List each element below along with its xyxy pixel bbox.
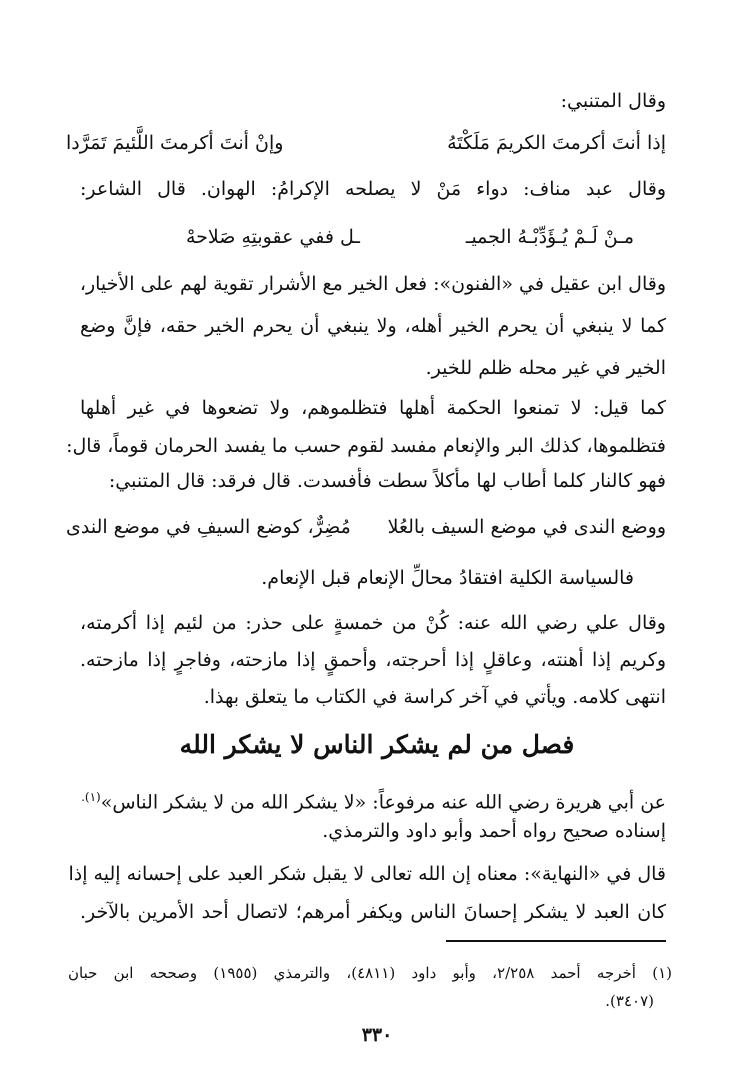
- text-line-body: عن أبي هريرة رضي الله عنه مرفوعاً: «لا يشكر الله من لا يشكر الناس»: [100, 791, 666, 814]
- verse-hemistich-left: مُضِرٌّ، كوضع السيفِ في موضع الندى: [66, 516, 351, 538]
- footnote-continuation: (٣٤٠٧).: [605, 992, 654, 1010]
- text-line: وقال علي رضي الله عنه: كُنْ من خمسةٍ على حذر: من لئيم إذا أكرمته،: [80, 612, 666, 634]
- text-line: [81, 784, 666, 815]
- text-line: وكريم إذا أهنته، وعاقلٍ إذا أحرجته، وأحمقٍ إذا مازحته، وفاجرٍ إذا مازحته.: [80, 649, 666, 671]
- text-line: فتظلموها، كذلك البر والإنعام مفسد لقوم حسب ما يفسد الحرمان قوماً، قال:: [66, 435, 666, 457]
- verse-hemistich-right: ووضع الندى في موضع السيف بالعُلا: [387, 516, 666, 538]
- verse-hemistich-right: إذا أنتَ أكرمتَ الكريمَ مَلَكْتَهُ: [447, 132, 666, 154]
- text-line: كما قيل: لا تمنعوا الحكمة أهلها فتظلموهم، ولا تضعوها في غير أهلها: [80, 397, 666, 419]
- text-line: كما لا ينبغي أن يحرم الخير أهله، ولا ينبغي أن يحرم الخير حقه، فإنَّ وضع: [80, 315, 666, 337]
- text-line: كان العبد لا يشكر إحسانَ الناس ويكفر أمرهم؛ لاتصال أحد الأمرين بالآخر.: [80, 901, 666, 923]
- verse-hemistich-right: مـنْ لَـمْ يُـؤَدِّبْـهُ الجميـ: [465, 226, 634, 248]
- text-line: وقال المتنبي:: [560, 90, 666, 112]
- text-line: الخير في غير محله ظلم للخير.: [425, 357, 666, 379]
- section-heading: فصل من لم يشكر الناس لا يشكر الله: [179, 730, 575, 759]
- page-number: ٣٣٠: [361, 1024, 393, 1046]
- text-line: فالسياسة الكلية افتقادُ محالِّ الإنعام قبل الإنعام.: [261, 567, 634, 589]
- text-line: وقال ابن عقيل في «الفنون»: فعل الخير مع الأشرار تقوية لهم على الأخيار،: [79, 273, 666, 295]
- text-line: فهو كالنار كلما أطاب لها مأكلاً سطت فأفسدت. قال فرقد: قال المتنبي:: [108, 470, 666, 492]
- text-line: قال في «النهاية»: معناه إن الله تعالى لا يقبل شكر العبد على إحسانه إليه إذا: [68, 863, 666, 885]
- verse-hemistich-left: ـل ففي عقوبتِهِ صَلاحهْ: [186, 226, 360, 248]
- text-line: وقال عبد مناف: دواء مَنْ لا يصلحه الإكرامُ: الهوان. قال الشاعر:: [80, 178, 666, 200]
- text-line: إسناده صحيح رواه أحمد وأبو داود والترمذي.: [322, 820, 666, 842]
- footnote-separator: [446, 940, 666, 942]
- footnote: (١) أخرجه أحمد ٢/٢٥٨، وأبو داود (٤٨١١)، والترمذي (١٩٥٥) وصححه ابن حبان: [68, 964, 672, 982]
- text-line: انتهى كلامه. ويأتي في آخر كراسة في الكتاب ما يتعلق بهذا.: [203, 686, 666, 708]
- verse-hemistich-left: وإنْ أنتَ أكرمتَ اللَّئيمَ تَمَرَّدا: [66, 132, 284, 154]
- footnote-reference: (١).: [81, 790, 101, 804]
